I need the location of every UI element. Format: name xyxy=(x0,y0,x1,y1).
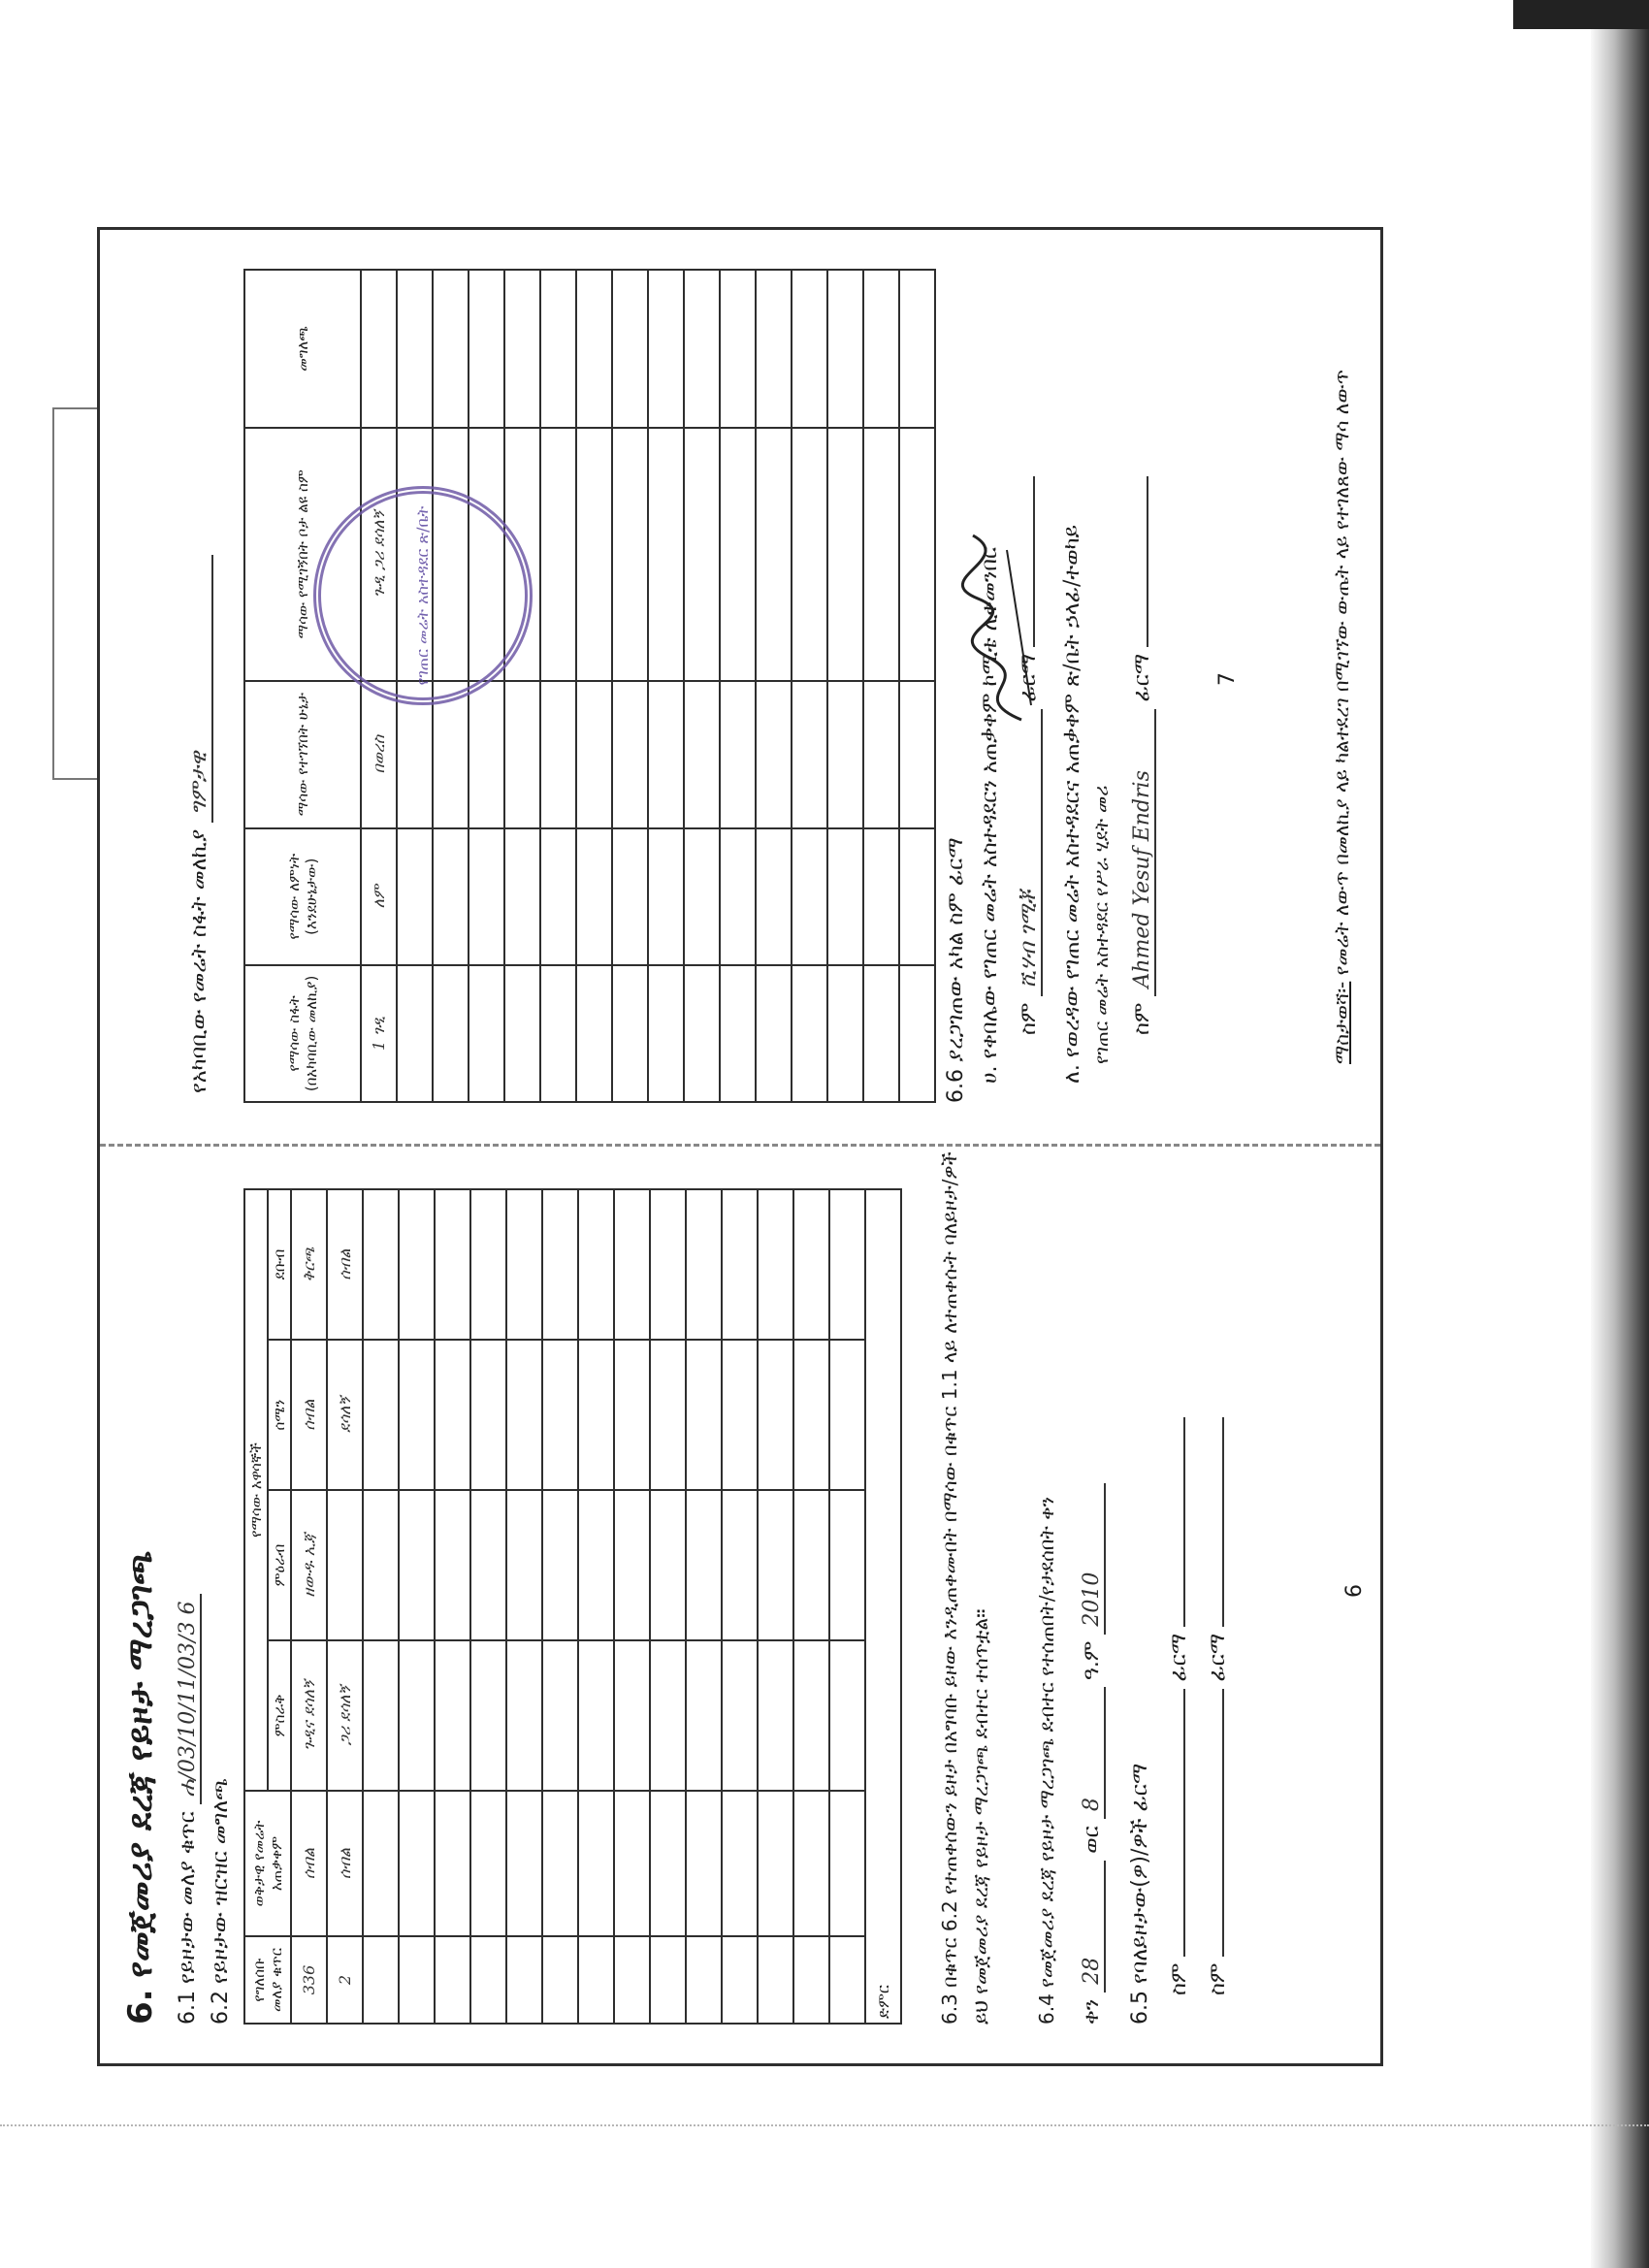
issue-date-paragraph: 6.4 የመጀመሪያ ደረጃ የይዞታ ማረጋገጫ ደብተር የተሰጠበት/የታደሰበት ቀን xyxy=(1035,1496,1058,2025)
holder-sign-row-1 xyxy=(1167,1417,1191,1995)
kebele-committee-label: ሀ. የቀበሌው የገጠር መሬት አስተዳደርን አጠቃቀም ኮሚቴ ሊቀመንበር xyxy=(978,546,1002,1084)
kebele-chair-name: ሺሃብ ገሚቾ xyxy=(1017,709,1043,996)
table-row xyxy=(827,270,863,1102)
handwritten-signature xyxy=(954,531,1041,725)
holder-signature-label: 6.5 የባለይዞታው(ዎ)/ዎች ፊርማ xyxy=(1128,1763,1152,2025)
table-cell xyxy=(361,270,397,428)
col-holder-id: የግለሰቡ መለያ ቁጥር xyxy=(244,1936,291,2024)
table-row xyxy=(578,1189,614,2024)
table-row xyxy=(399,1189,435,2024)
signature-label: ፊርማ xyxy=(1130,653,1154,702)
col-south: ደቡብ xyxy=(268,1189,291,1340)
col-acquisition: ማሳው የተገኘበት ሁኔታ xyxy=(244,681,361,828)
holder-sign-row-2 xyxy=(1206,1417,1230,1995)
col-area: የማሳው ስፋት (በአካባቢው መለኪያ) xyxy=(244,965,361,1102)
scan-dark-corner xyxy=(1513,0,1649,29)
scan-noise-line xyxy=(0,2124,1649,2130)
table-cell: ሰብል xyxy=(291,1791,327,1936)
table-row xyxy=(684,270,720,1102)
verifier-label: 6.6 ያረጋገጠው አካል ስም ፊርማ xyxy=(944,837,968,1103)
table-cell: በወረስ xyxy=(361,681,397,828)
col-fertility: የማሳው ለምነት (እንደሁኔታው) xyxy=(244,828,361,965)
year-label: ዓ.ም xyxy=(1080,1640,1104,1681)
woreda-officer-name: Ahmed Yesuf Endris xyxy=(1130,709,1156,996)
table-cell: ጋሪ ደሳለኝ xyxy=(327,1640,363,1791)
measure-header-value: ግምታዊ xyxy=(187,555,213,823)
page-number-7: 7 xyxy=(1215,672,1240,686)
woreda-sign-row xyxy=(1130,476,1156,1035)
table-cell: ሰብል xyxy=(327,1791,363,1936)
signature-label: ፊርማ xyxy=(1167,1633,1191,1682)
section-heading: 6. የመጀመሪያ ደረጃ የይዞታ ማረጋገጫ xyxy=(121,1550,160,2025)
certification-paragraph: 6.3 በቁጥር 6.2 የተጠቀሰውን ይዞታ በአግባቡ ይዞው እንዲጠቀሙበት በማሳው በቁጥር 1.1 ላይ ለተጠቀሱት ባለይዞታ/ዎች ይህ የመጀመሪያ ደረጃ የይዞታ ማረጋገጫ ደብተር ተሰጥቷል። xyxy=(938,1151,992,2025)
table-cell: ቅርጫ xyxy=(291,1189,327,1340)
table-cell: 2 xyxy=(327,1936,363,2024)
table-row xyxy=(863,270,899,1102)
footnote xyxy=(1330,370,1353,1064)
scan-shadow-edge xyxy=(1591,0,1649,2268)
table-cell: ጉዲና ደሳለኝ xyxy=(291,1640,327,1791)
table-row xyxy=(504,270,540,1102)
table-cell: ለም xyxy=(361,828,397,965)
col-land-use: ወቅታዊ የመሬት አጠቃቀም xyxy=(244,1791,291,1936)
table-row xyxy=(829,1189,865,2024)
table-row xyxy=(470,1189,506,2024)
col-west: ምዕራብ xyxy=(268,1490,291,1640)
month-label: ወር xyxy=(1080,1826,1104,1854)
land-certificate-sheet xyxy=(97,227,1383,2066)
table-row xyxy=(648,270,684,1102)
table-row xyxy=(506,1189,542,2024)
col-locality: ማሳው የሚገኝበት ቦታ ልዩ ስም xyxy=(244,428,361,681)
parcel-table-left xyxy=(243,1188,902,2025)
parcel-id-value: ሐ/03/10/11/03/3 6 xyxy=(176,1594,202,1805)
name-label: ስም xyxy=(1017,1002,1041,1035)
table-cell: ደሳለኝ xyxy=(327,1340,363,1490)
table-row xyxy=(435,1189,470,2024)
parcel-id-label: 6.1 የይዞታው መለያ ቁጥር xyxy=(176,1811,200,2025)
table-cell xyxy=(327,1490,363,1640)
footnote-text: የመሬት ለውጥ በመለኪያ ላይ ካልተደረገ በሚገኘው ውጤት ላይ የተገለጸው ማሳ ለውጥ xyxy=(1330,370,1353,976)
measure-header-label: የአካባቢው የመሬት ስፋት መለኪያ xyxy=(187,828,211,1093)
name-label: ስም xyxy=(1130,1002,1154,1035)
page-number-6: 6 xyxy=(1342,1584,1367,1598)
table-cell: ዘውዱ ኢጃ xyxy=(291,1490,327,1640)
table-cell: ጉዲ ጋሪ ደሳለኝ xyxy=(361,428,397,681)
table-cell: ሰብል xyxy=(291,1340,327,1490)
table-row xyxy=(722,1189,758,2024)
parcel-table-right xyxy=(243,269,936,1103)
table-row xyxy=(899,270,935,1102)
parcel-detail-label: 6.2 የይዞታው ዝርዝር መግለጫ xyxy=(209,1778,233,2025)
col-remarks: መግለጫ xyxy=(244,270,361,428)
col-north: ሰሜን xyxy=(268,1340,291,1490)
parcel-id-row xyxy=(176,1594,202,2025)
table-row xyxy=(686,1189,722,2024)
table-cell: 1 ገዲ xyxy=(361,965,397,1102)
footnote-label: ማስታወሻ፡- xyxy=(1330,981,1353,1064)
table-cell: ሰብል xyxy=(327,1189,363,1340)
total-row xyxy=(865,1189,901,2024)
year-value: 2010 xyxy=(1080,1483,1106,1635)
stamp-text: የገጠር መሬት አስተዳደር ጽ/ቤት xyxy=(413,505,432,686)
day-label: ቀን xyxy=(1080,1998,1104,2025)
table-row xyxy=(327,1189,363,2024)
table-row xyxy=(363,1189,399,2024)
process-owner-label: የገጠር መሬት አስተዳደር የሥራ ሂደት መሪ xyxy=(1091,785,1113,1064)
signature-label: ፊርማ xyxy=(1017,653,1041,702)
table-row xyxy=(540,270,576,1102)
name-label: ስም xyxy=(1206,1962,1230,1995)
month-value: 8 xyxy=(1080,1687,1106,1819)
table-row xyxy=(720,270,756,1102)
col-boundaries: የማሳው አዋሳኞች xyxy=(244,1189,268,1791)
day-value: 28 xyxy=(1080,1861,1106,1993)
measure-header-row xyxy=(187,555,213,1093)
table-cell: 336 xyxy=(291,1936,327,2024)
table-row xyxy=(758,1189,793,2024)
table-row xyxy=(612,270,648,1102)
table-row xyxy=(291,1189,327,2024)
official-stamp xyxy=(313,486,533,705)
page-fold xyxy=(100,1144,1380,1147)
table-row xyxy=(756,270,792,1102)
signature-label: ፊርማ xyxy=(1206,1633,1230,1682)
woreda-office-label: ለ. የወረዳው የገጠር መሬት አስተዳደርና አጠቃቀም ጽ/ቤት ኃላፊ/ተወካይ xyxy=(1060,524,1084,1084)
table-row xyxy=(614,1189,650,2024)
table-row xyxy=(793,1189,829,2024)
table-row xyxy=(542,1189,578,2024)
name-label: ስም xyxy=(1167,1962,1191,1995)
col-east: ምስራቅ xyxy=(268,1640,291,1791)
total-label: ድምር xyxy=(865,1189,901,2024)
table-row xyxy=(576,270,612,1102)
table-row xyxy=(650,1189,686,2024)
issue-date-row xyxy=(1080,1483,1106,2025)
table-row xyxy=(792,270,827,1102)
